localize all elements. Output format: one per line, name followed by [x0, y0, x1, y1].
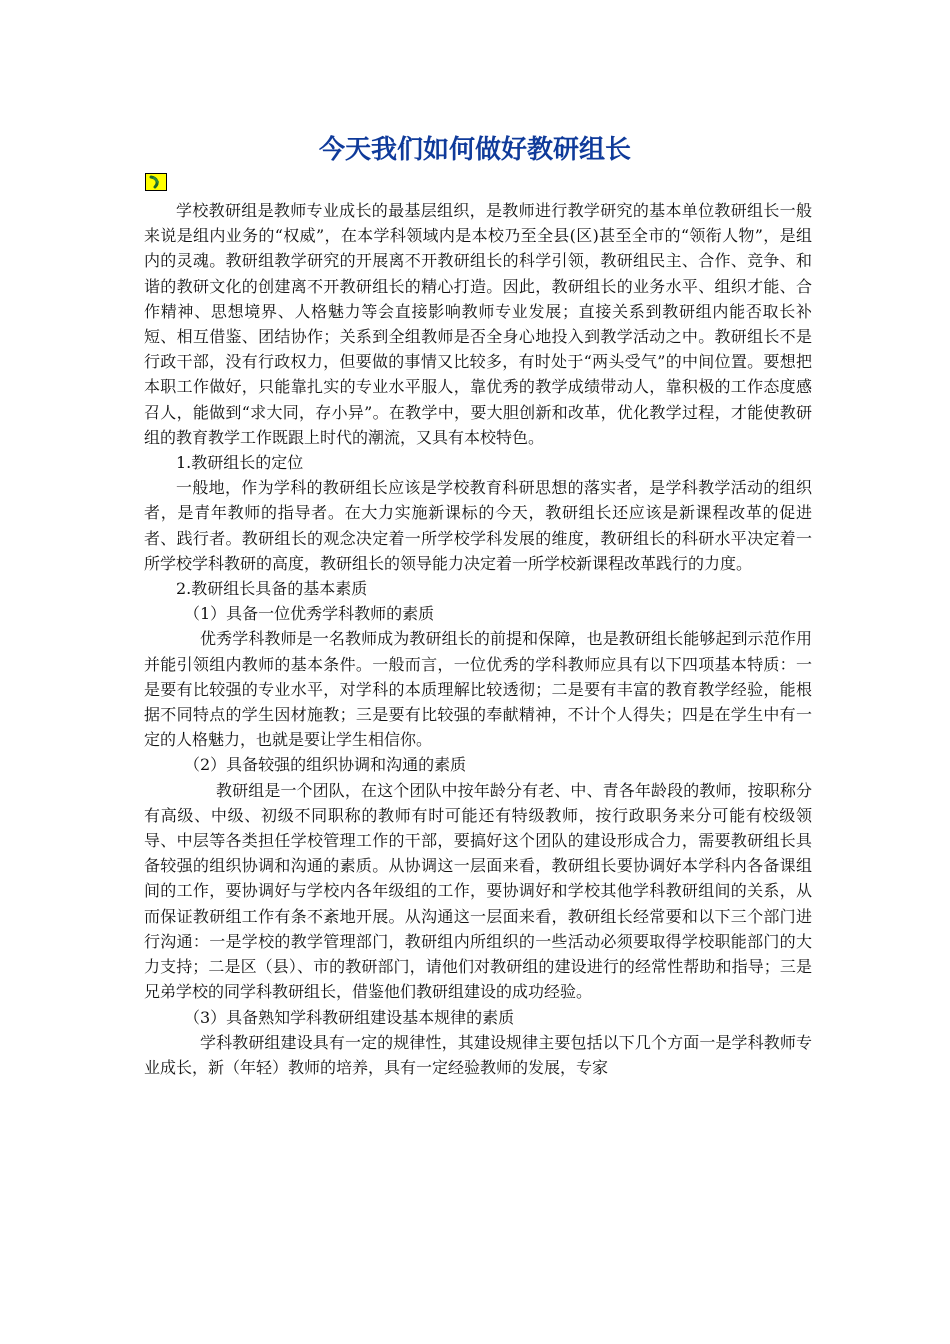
section-heading-1: 1.教研组长的定位: [176, 453, 304, 473]
paragraph-rules: 学科教研组建设具有一定的规律性，其建设规律主要包括以下几个方面一是学科教师专业成长，新（年轻）教师的培养，具有一定经验教师的发展，专家: [144, 1032, 812, 1077]
note-icon[interactable]: [145, 173, 167, 191]
note-icon-graphic: [146, 174, 166, 190]
document-body: [144, 198, 812, 1080]
paragraph-positioning: 一般地，作为学科的教研组长应该是学校教育科研思想的落实者，是学科教学活动的组织者，是青年教师的指导者。在大力实施新课标的今天，教研组长还应该是新课程改革的促进者、践行者。教研组长的观念决定着一所学校学科发展的维度，教研组长的科研水平决定着一所学校学科教研的高度，教研组长的领导能力决定着一所学校新课程改革践行的力度。: [144, 478, 812, 573]
paragraph-coordination: 教研组是一个团队，在这个团队中按年龄分有老、中、青各年龄段的教师，按职称分有高级、中级、初级不同职称的教师有时可能还有特级教师，按行政职务来分可能有校级领导、中层等各类担任学校管理工作的干部，要搞好这个团队的建设形成合力，需要教研组长具备较强的组织协调和沟通的素质。从协调这一层面来看，教研组长要协调好本学科内各备课组间的工作，要协调好与学校内各年级组的工作，要协调好和学校其他学科教研组间的关系，从而保证教研组工作有条不紊地开展。从沟通这一层面来看，教研组长经常要和以下三个部门进行沟通：一是学校的教学管理部门，教研组内所组织的一些活动必须要取得学校职能部门的大力支持；二是区（县）、市的教研部门，请他们对教研组的建设进行的经常性帮助和指导；三是兄弟学校的同学科教研组长，借鉴他们教研组建设的成功经验。: [144, 780, 812, 1002]
paragraph-intro: 学校教研组是教师专业成长的最基层组织，是教师进行教学研究的基本单位教研组长一般来说是组内业务的“权威”，在本学科领域内是本校乃至全县(区)甚至全市的“领衔人物”，是组内的灵魂。教研组教学研究的开展离不开教研组长的科学引领，教研组民主、合作、竞争、和谐的教研文化的创建离不开教研组长的精心打造。因此，教研组长的业务水平、组织才能、合作精神、思想境界、人格魅力等会直接影响教师专业发展；直接关系到教研组内能否取长补短、相互借鉴、团结协作；关系到全组教师是否全身心地投入到教学活动之中。教研组长不是行政干部，没有行政权力，但要做的事情又比较多，有时处于“两头受气”的中间位置。要想把本职工作做好，只能靠扎实的专业水平服人，靠优秀的教学成绩带动人，靠积极的工作态度感召人，能做到“求大同，存小异”。在教学中，要大胆创新和改革，优化教学过程，才能使教研组的教育教学工作既跟上时代的潮流，又具有本校特色。: [144, 201, 812, 447]
document-title: 今天我们如何做好教研组长: [318, 135, 631, 165]
subsection-heading-1: （1）具备一位优秀学科教师的素质: [184, 604, 435, 624]
paragraph-excellent-teacher: 优秀学科教师是一名教师成为教研组长的前提和保障，也是教研组长能够起到示范作用并能引领组内教师的基本条件。一般而言，一位优秀的学科教师应具有以下四项基本特质：一是要有比较强的专业水平，对学科的本质理解比较透彻；二是要有丰富的教育教学经验，能根据不同特点的学生因材施教；三是要有比较强的奉献精神，不计个人得失；四是在学生中有一定的人格魅力，也就是要让学生相信你。: [144, 629, 812, 750]
subsection-heading-2: （2）具备较强的组织协调和沟通的素质: [184, 755, 467, 775]
subsection-heading-3: （3）具备熟知学科教研组建设基本规律的素质: [184, 1007, 515, 1027]
section-heading-2: 2.教研组长具备的基本素质: [176, 579, 368, 599]
